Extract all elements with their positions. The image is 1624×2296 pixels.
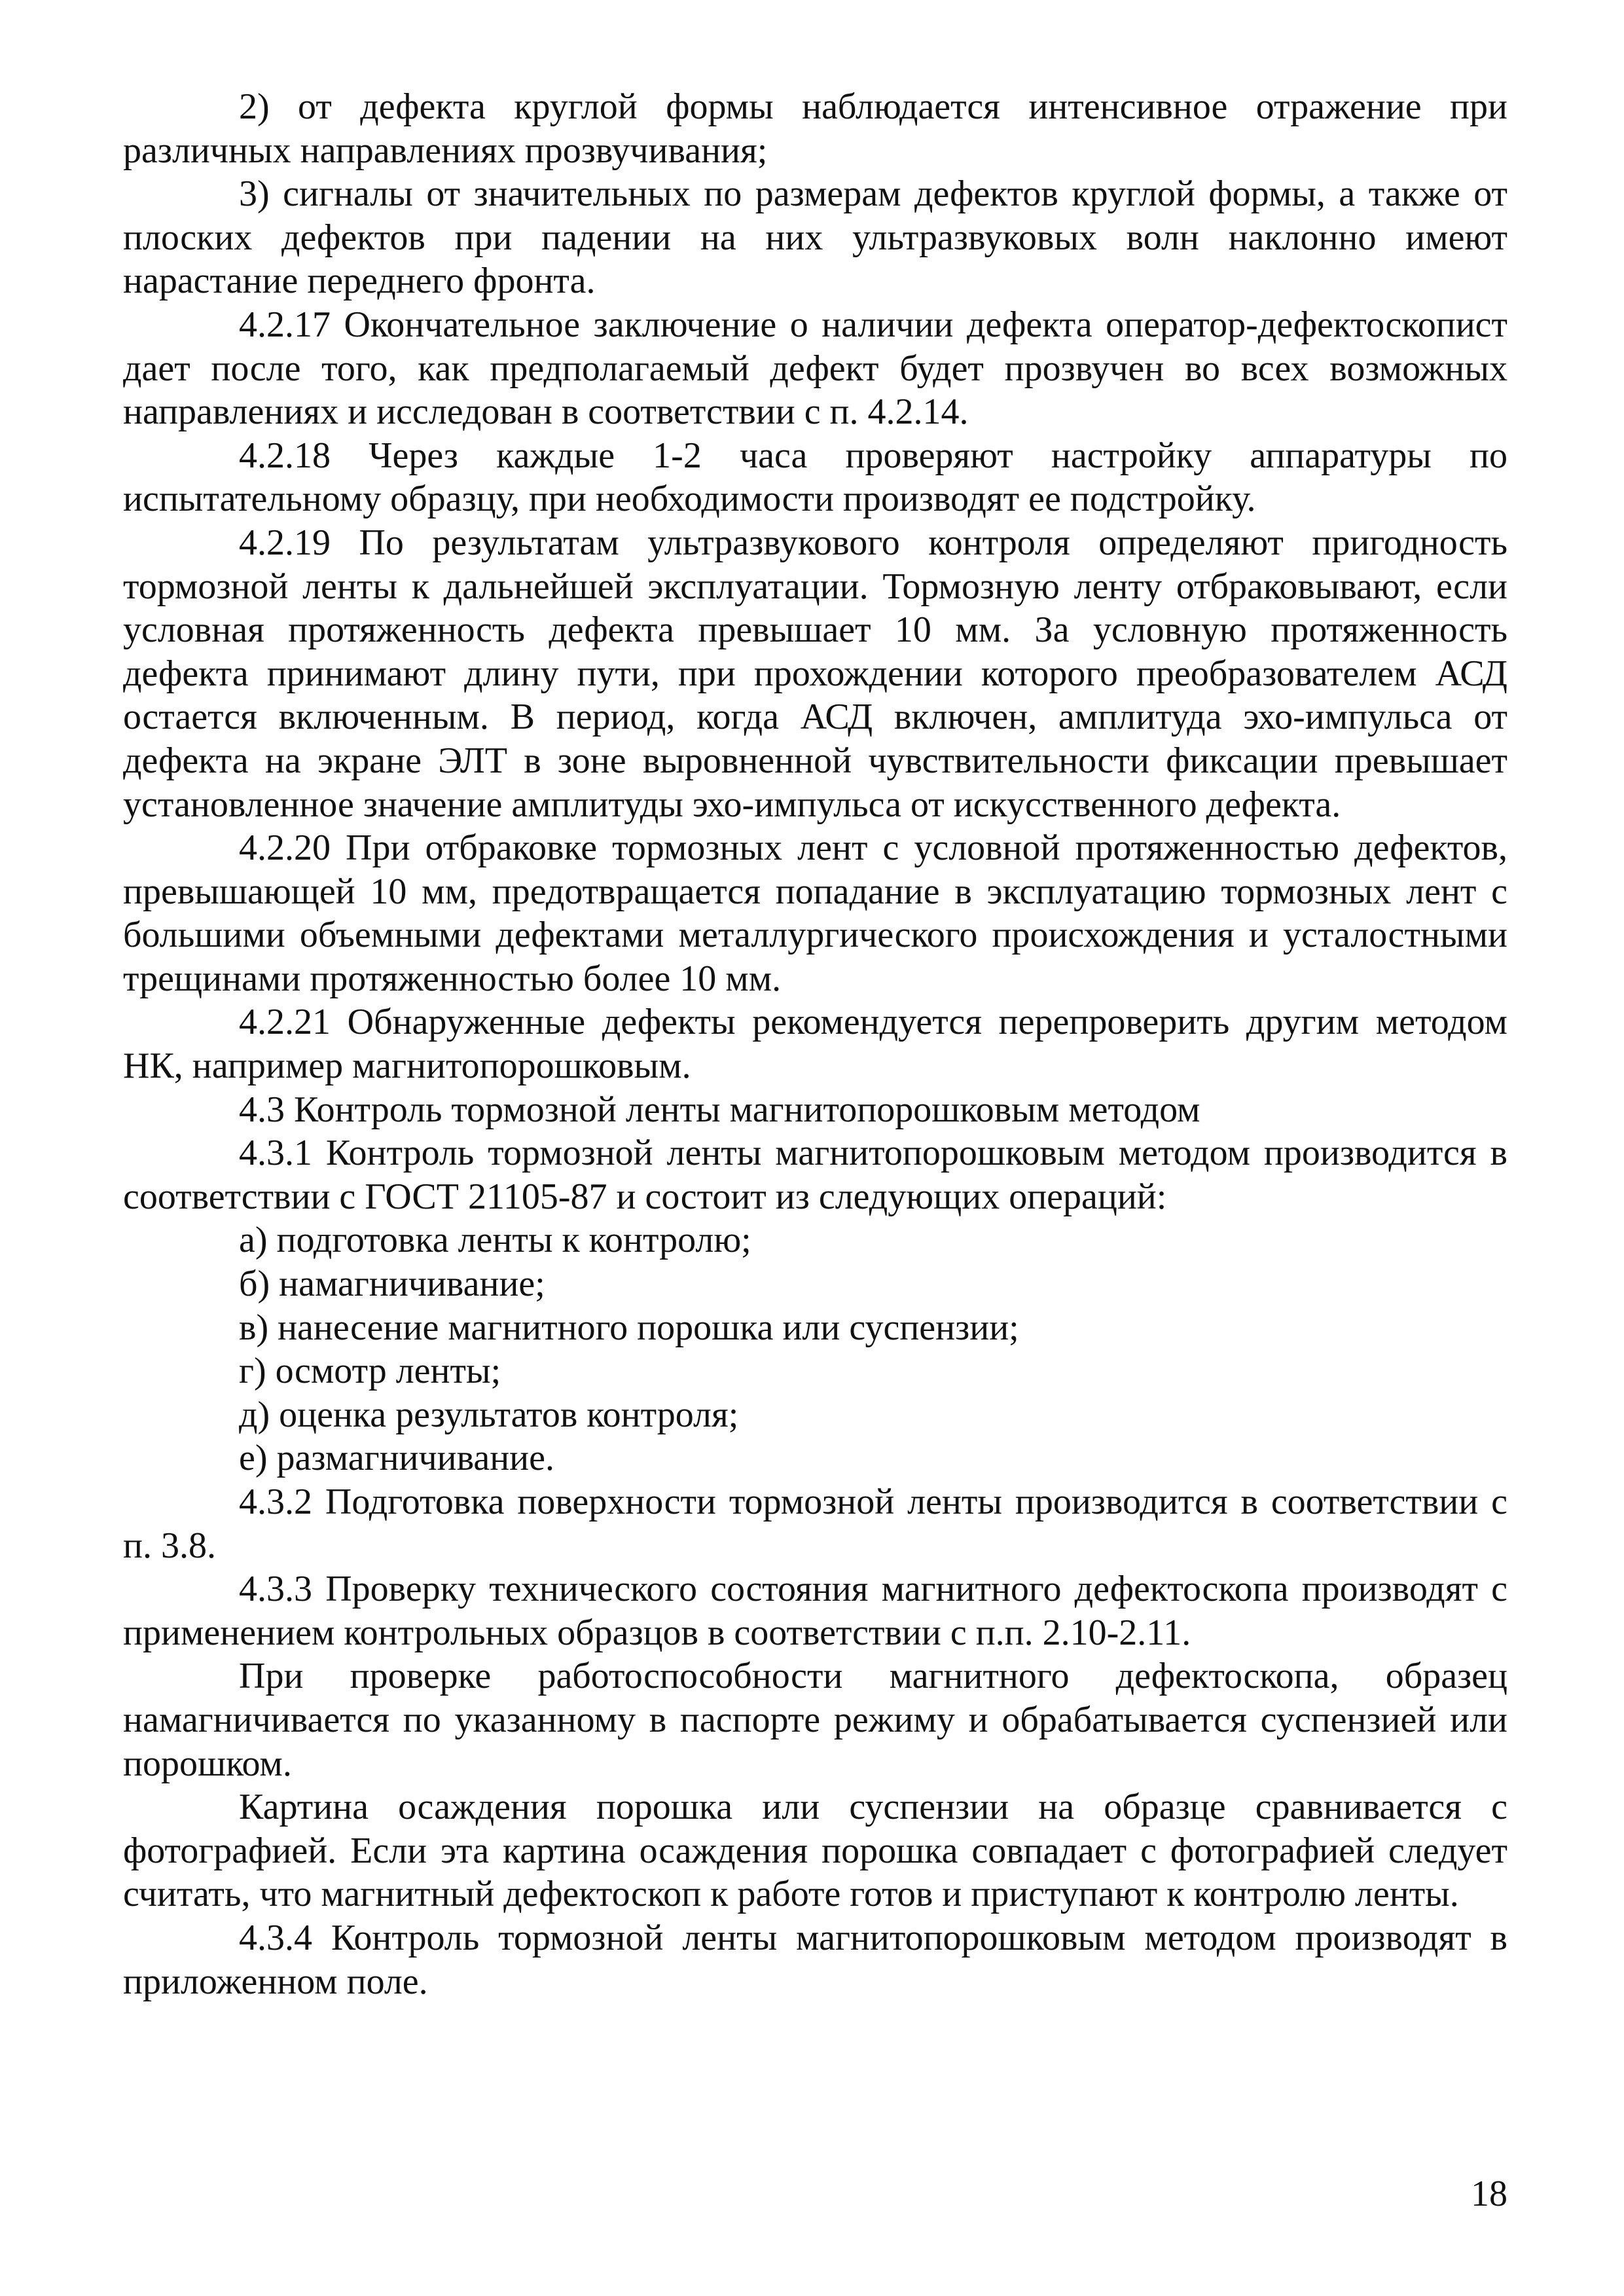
document-body — [123, 85, 1507, 2003]
paragraph-4-2-17: 4.2.17 Окончательное заключение о наличии дефекта оператор-дефектоскопист дает после того, как предполагаемый дефект будет прозвучен во всех возможных направлениях и исследован в соответствии с п. 4.2.14. — [123, 304, 1507, 433]
paragraph-4-2-20: 4.2.20 При отбраковке тормозных лент с условной протяженностью дефектов, превышающей 10 мм, предотвращается попадание в эксплуатацию тормозных лент с большими объемными дефектами металлургического происхождения и усталостными трещинами протяженностью более 10 мм. — [123, 828, 1507, 999]
section-heading-4-3: 4.3 Контроль тормозной ленты магнитопорошковым методом — [239, 1089, 1200, 1130]
paragraph-4-3-1: 4.3.1 Контроль тормозной ленты магнитопорошковым методом производится в соответствии с ГОСТ 21105-87 и состоит из следующих операций: — [123, 1133, 1507, 1217]
paragraph-4-2-18: 4.2.18 Через каждые 1-2 часа проверяют настройку аппаратуры по испытательному образцу, при необходимости производят ее подстройку. — [123, 435, 1507, 520]
paragraph-large-defect-signals: 3) сигналы от значительных по размерам дефектов круглой формы, а также от плоских дефектов при падении на них ультразвуковых волн наклонно имеют нарастание переднего фронта. — [123, 173, 1507, 302]
paragraph-4-3-2: 4.3.2 Подготовка поверхности тормозной ленты производится в соответствии с п. 3.8. — [123, 1482, 1507, 1566]
paragraph-round-defect: 2) от дефекта круглой формы наблюдается интенсивное отражение при различных направлениях прозвучивания; — [123, 86, 1507, 171]
paragraph-4-2-21: 4.2.21 Обнаруженные дефекты рекомендуется перепроверить другим методом НК, например магнитопорошковым. — [123, 1002, 1507, 1087]
list-item-d: д) оценка результатов контроля; — [239, 1394, 739, 1435]
page-number: 18 — [1471, 2174, 1507, 2214]
paragraph-operability-check: При проверке работоспособности магнитного дефектоскопа, образец намагничивается по указанному в паспорте режиму и обрабатывается суспензией или порошком. — [123, 1656, 1507, 1784]
paragraph-4-3-3: 4.3.3 Проверку технического состояния магнитного дефектоскопа производят с применением контрольных образцов в соответствии с п.п. 2.10-2.11. — [123, 1569, 1507, 1653]
paragraph-powder-pattern: Картина осаждения порошка или суспензии на образце сравнивается с фотографией. Если эта картина осаждения порошка совпадает с фотографией следует считать, что магнитный дефектоскоп к работе готов и приступают к контролю ленты. — [123, 1787, 1507, 1915]
list-item-e: е) размагничивание. — [239, 1438, 554, 1479]
list-item-g: г) осмотр ленты; — [239, 1351, 501, 1392]
list-item-v: в) нанесение магнитного порошка или суспензии; — [239, 1307, 1019, 1348]
paragraph-4-3-4: 4.3.4 Контроль тормозной ленты магнитопорошковым методом производят в приложенном поле. — [123, 1917, 1507, 2002]
list-item-a: а) подготовка ленты к контролю; — [239, 1220, 751, 1261]
list-item-b: б) намагничивание; — [239, 1264, 545, 1305]
paragraph-4-2-19: 4.2.19 По результатам ультразвукового контроля определяют пригодность тормозной ленты к дальнейшей эксплуатации. Тормозную ленту отбраковывают, если условная протяженность дефекта превышает 10 мм. За условную протяженность дефекта принимают длину пути, при прохождении которого преобразователем АСД остается включенным. В период, когда АСД включен, амплитуда эхо-импульса от дефекта на экране ЭЛТ в зоне выровненной чувствительности фиксации превышает установленное значение амплитуды эхо-импульса от искусственного дефекта. — [123, 522, 1507, 825]
